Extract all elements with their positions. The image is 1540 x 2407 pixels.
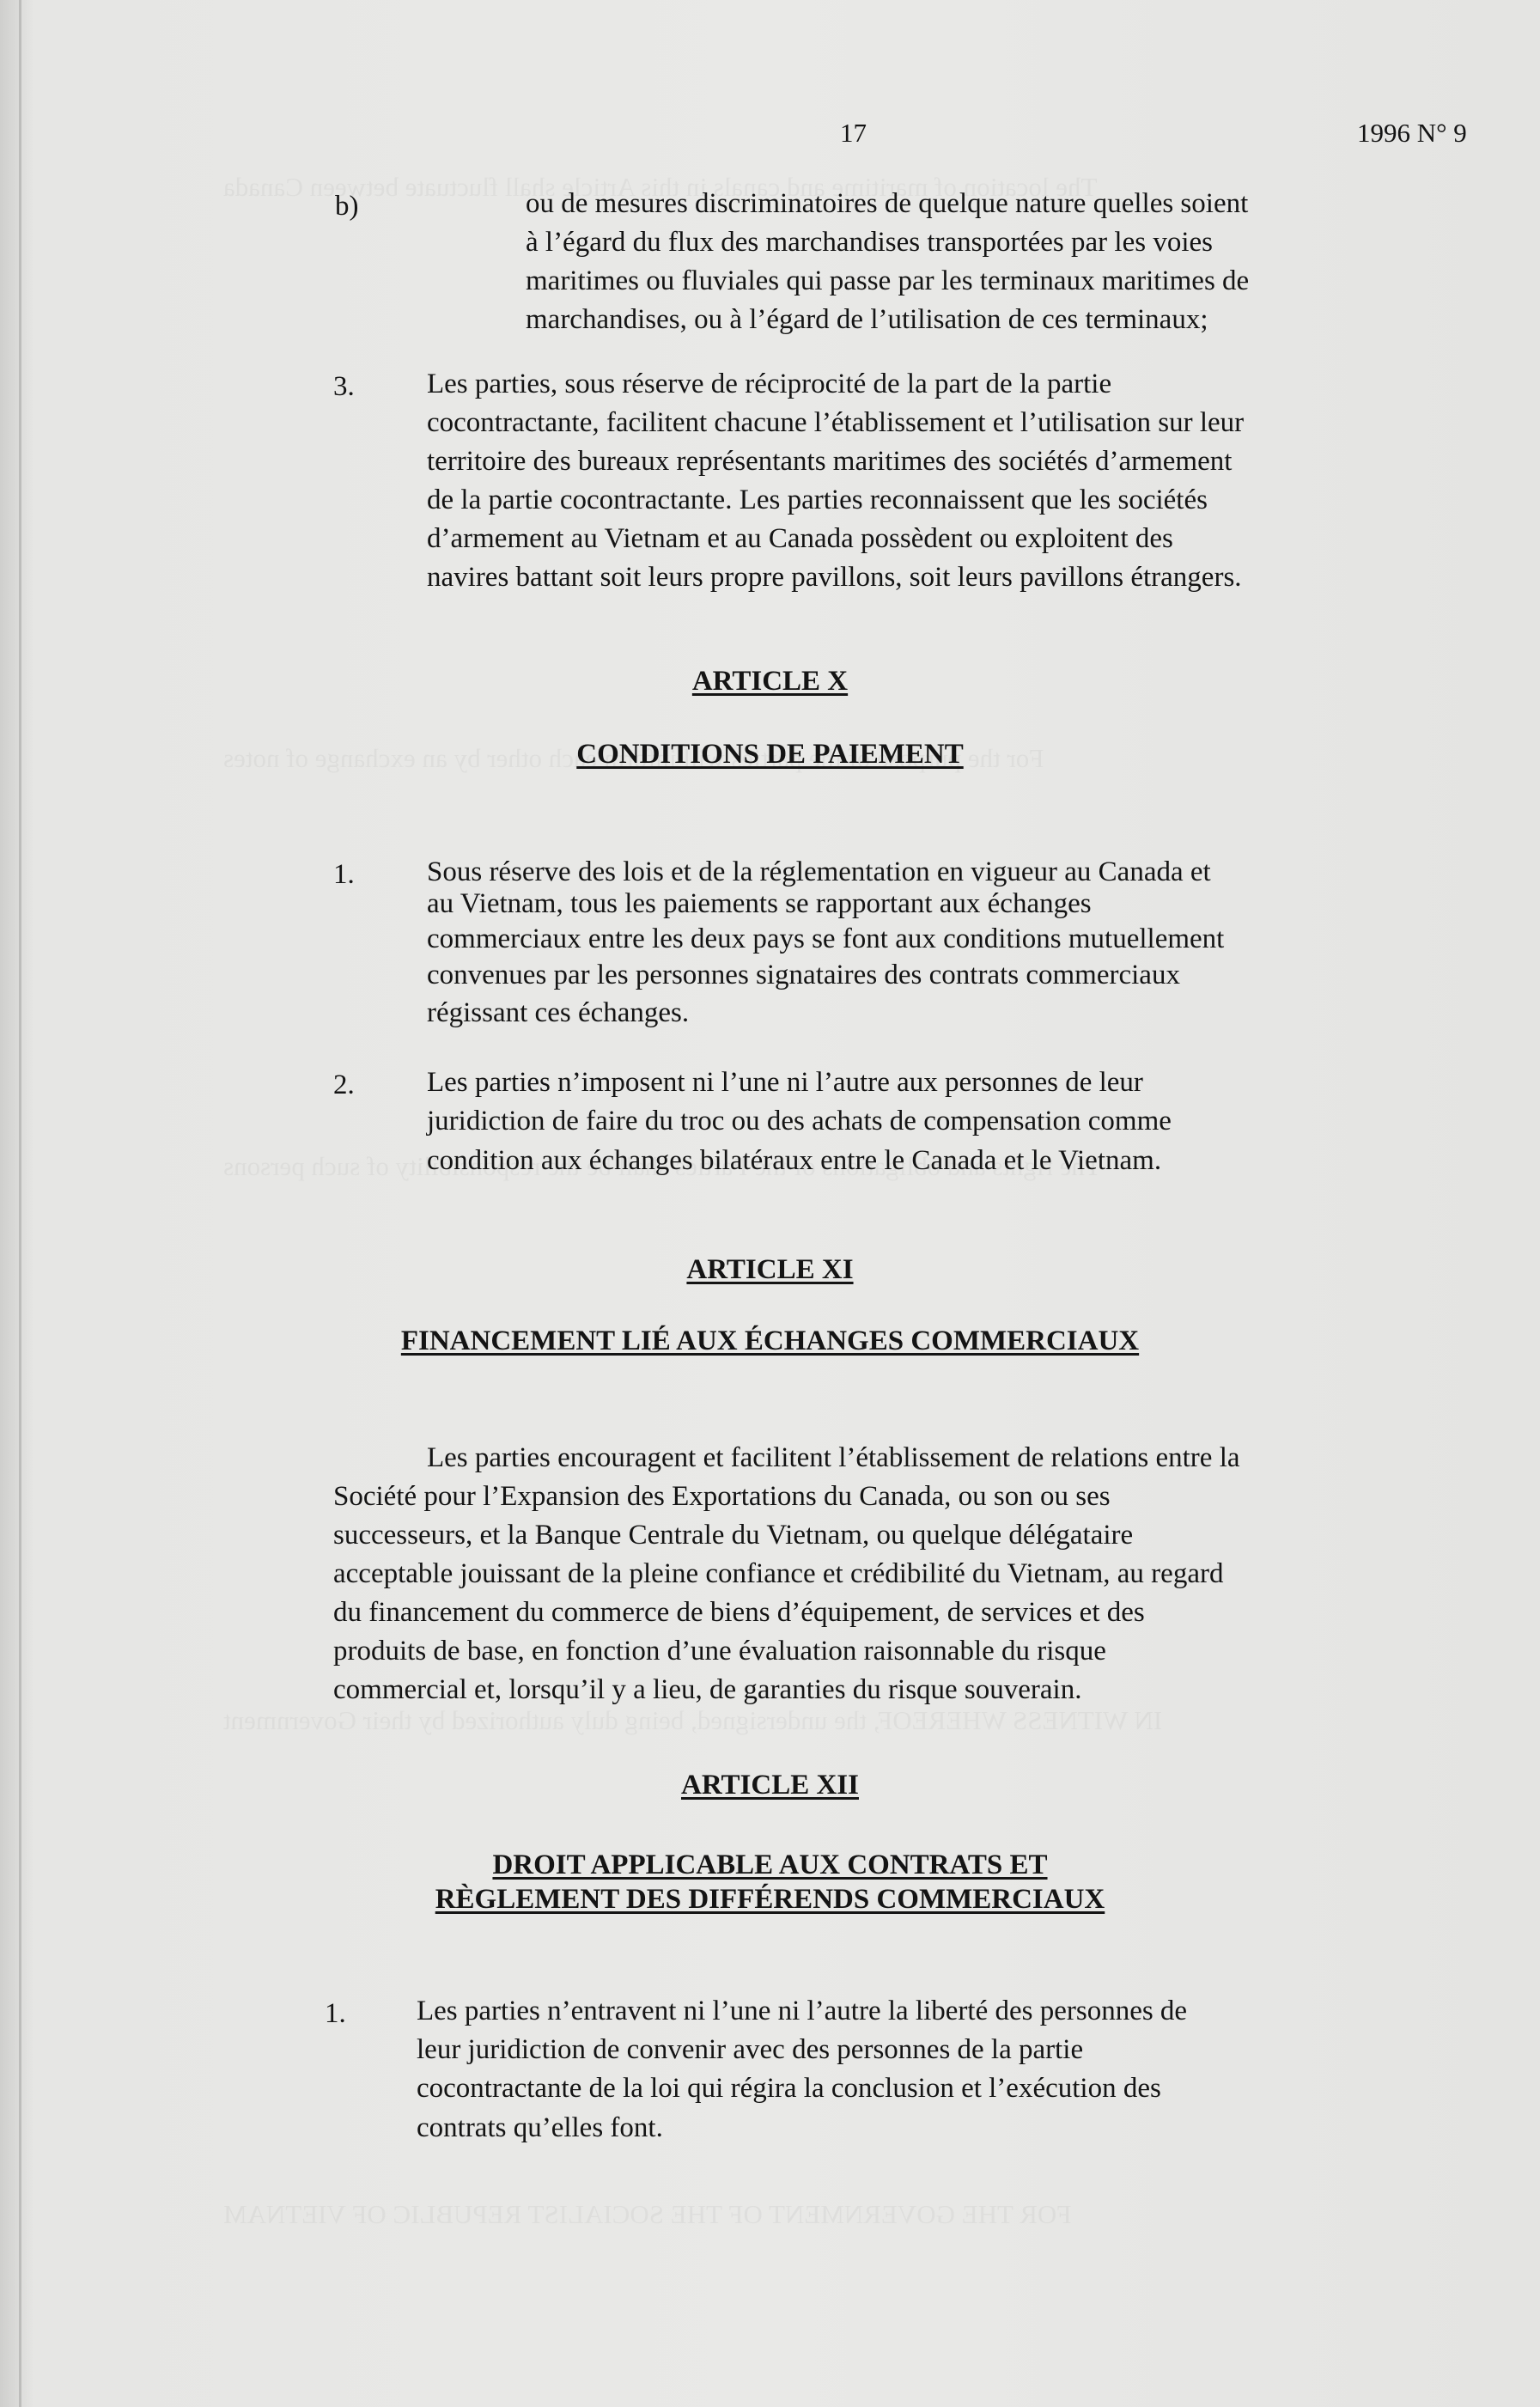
paragraph-line: cocontractante, facilitent chacune l’établissement et l’utilisation sur leur: [427, 407, 1245, 438]
paragraph-line: du financement du commerce de biens d’équipement, de services et des: [333, 1597, 1145, 1628]
paragraph-line: condition aux échanges bilatéraux entre le Canada et le Vietnam.: [427, 1145, 1162, 1176]
paragraph-line: Les parties encouragent et facilitent l’établissement de relations entre la: [427, 1442, 1240, 1473]
paragraph-label: 2.: [333, 1069, 355, 1100]
document-reference: 1996 N° 9: [1357, 118, 1467, 148]
paragraph-line: au Vietnam, tous les paiements se rapportant aux échanges: [427, 888, 1092, 919]
paragraph-line: Sous réserve des lois et de la réglementation en vigueur au Canada et: [427, 856, 1211, 887]
paragraph-line: successeurs, et la Banque Centrale du Vietnam, ou quelque délégataire: [333, 1520, 1134, 1551]
paragraph-line: Les parties, sous réserve de réciprocité de la part de la partie: [427, 369, 1112, 399]
article-xi-title: FINANCEMENT LIÉ AUX ÉCHANGES COMMERCIAUX: [400, 1325, 1140, 1356]
paragraph-line: contrats qu’elles font.: [417, 2112, 663, 2143]
paragraph-line: ou de mesures discriminatoires de quelque nature quelles soient: [526, 188, 1249, 219]
paragraph-line: régissant ces échanges.: [427, 997, 690, 1028]
paragraph-line: d’armement au Vietnam et au Canada possèdent ou exploitent des: [427, 523, 1173, 554]
paragraph-line: produits de base, en fonction d’une évaluation raisonnable du risque: [333, 1636, 1106, 1667]
paragraph-label: 1.: [333, 859, 355, 890]
paragraph-line: à l’égard du flux des marchandises transportées par les voies: [526, 227, 1213, 258]
paragraph-line: Société pour l’Expansion des Exportations du Canada, ou son ou ses: [333, 1481, 1111, 1512]
paragraph-line: Les parties n’entravent ni l’une ni l’autre la liberté des personnes de: [417, 1996, 1188, 2026]
paragraph-line: commercial et, lorsqu’il y a lieu, de garanties du risque souverain.: [333, 1674, 1082, 1705]
paragraph-line: leur juridiction de convenir avec des personnes de la partie: [417, 2034, 1084, 2065]
paragraph-line: cocontractante de la loi qui régira la conclusion et l’exécution des: [417, 2073, 1161, 2104]
paragraph-line: juridiction de faire du troc ou des achats de compensation comme: [427, 1106, 1172, 1136]
article-xii-title-line-2: RÈGLEMENT DES DIFFÉRENDS COMMERCIAUX: [435, 1884, 1105, 1915]
article-x-heading: ARTICLE X: [691, 666, 849, 697]
paragraph-label: b): [335, 191, 359, 222]
paragraph-line: Les parties n’imposent ni l’une ni l’autre aux personnes de leur: [427, 1067, 1143, 1098]
paragraph-line: commerciaux entre les deux pays se font aux conditions mutuellement: [427, 923, 1225, 954]
paragraph-line: marchandises, ou à l’égard de l’utilisation de ces terminaux;: [526, 304, 1208, 335]
paragraph-line: navires battant soit leurs propre pavillons, soit leurs pavillons étrangers.: [427, 562, 1242, 593]
article-xi-heading: ARTICLE XI: [686, 1254, 854, 1285]
paragraph-label: 1.: [325, 1998, 346, 2029]
page-number: 17: [840, 118, 867, 148]
page-edge-shadow: [19, 0, 21, 2407]
article-xii-title-line-1: DROIT APPLICABLE AUX CONTRATS ET: [492, 1849, 1048, 1880]
paragraph-line: acceptable jouissant de la pleine confiance et crédibilité du Vietnam, au regard: [333, 1558, 1224, 1589]
article-xii-heading: ARTICLE XII: [681, 1770, 859, 1801]
article-x-title: CONDITIONS DE PAIEMENT: [576, 739, 964, 770]
paragraph-label: 3.: [333, 371, 355, 402]
paragraph-line: de la partie cocontractante. Les parties reconnaissent que les sociétés: [427, 484, 1208, 515]
paragraph-line: convenues par les personnes signataires des contrats commerciaux: [427, 960, 1180, 990]
paragraph-line: territoire des bureaux représentants maritimes des sociétés d’armement: [427, 446, 1233, 477]
paragraph-line: maritimes ou fluviales qui passe par les terminaux maritimes de: [526, 265, 1250, 296]
